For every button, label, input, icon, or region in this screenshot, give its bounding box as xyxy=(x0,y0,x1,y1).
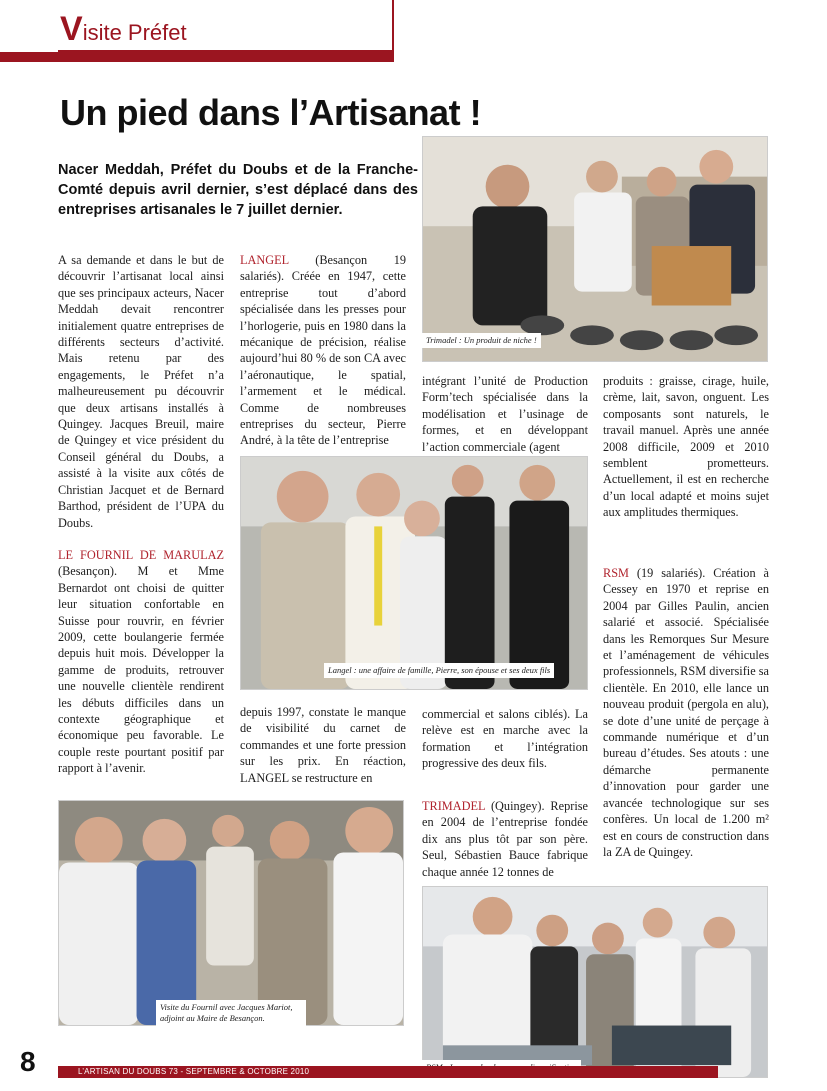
section-label xyxy=(60,12,187,46)
article-title: Un pied dans l’Artisanat ! xyxy=(60,92,482,133)
langel-text: (Besançon 19 salariés). Créée en 1947, cette entreprise tout d’abord spécialisée dans les presses pour l’horlogerie, puis en 1980 dans la mécanique de précision, réalise aujourd’hui 80 % de son CA avec l’aéronautique, le spatial, l’armement et le médical. Comme de nombreuses entreprises du secteur, Pierre André, à la tête de l’entreprise xyxy=(240,253,406,448)
langel-continued: depuis 1997, constate le manque de visibilité du carnet de commandes et une forte pression sur les prix. En réaction, LANGEL se restructure en xyxy=(240,705,406,785)
column-3-bottom xyxy=(422,798,588,880)
langel-continued-3: commercial et salons ciblés). La relève est en marche avec la formation et l’intégration progressive des deux fils. xyxy=(422,707,588,771)
column-3-top xyxy=(422,373,588,455)
rsm-paragraph xyxy=(603,565,769,860)
article-lead: Nacer Meddah, Préfet du Doubs et de la Franche-Comté depuis avril dernier, s’est déplacé dans des entreprises artisanales le 7 juillet dernier. xyxy=(58,162,418,218)
rsm-text: (19 salariés). Création à Cessey en 1970 et reprise en 2004 par Gilles Paulin, ancien salarié et associé. Spécialisée dans les Remorques Sur Mesure et l’aménagement de véhicules professionnels, RSM diversifie sa clientèle. En 2010, elle lance un nouveau produit (pergola en alu), se dote d’une unité de perçage à commande numérique et d’un bureau d’études. Ses atouts : une démarche permanente d’innovation pour garder une avancée technologique sur ses confères. Un local de 1.200 m² est en cours de construction dans la ZA de Quingey. xyxy=(603,566,769,859)
trimadel-name: TRIMADEL xyxy=(422,799,486,813)
section-initial: V xyxy=(60,10,83,48)
column-2-bottom xyxy=(240,704,406,786)
trimadel-caption: Trimadel : Un produit de niche ! xyxy=(422,333,541,348)
intro-paragraph: A sa demande et dans le but de découvrir l’artisanat local ainsi que ses principaux acteurs, Nacer Meddah devait rencontrer initialement quatre entreprises de différents secteurs d’activité. Mais retenu par des engagements, le Préfet n’a malheureusement pu découvrir que deux artisans installés à Quingey. Jacques Breuil, maire de Quingey et vice président du Conseil général du Doubs, a assisté à la visite aux côtés de Christian Jacquet et de Bernard Barthod, président de l’UPA du Doubs. xyxy=(58,253,224,530)
column-4-bottom xyxy=(603,565,769,860)
fournil-paragraph xyxy=(58,547,224,777)
fournil-caption: Visite du Fournil avec Jacques Mariot, adjoint au Maire de Besançon. xyxy=(156,1000,306,1026)
langel-caption: Langel : une affaire de famille, Pierre, son épouse et ses deux fils xyxy=(324,663,554,678)
fournil-name: LE FOURNIL DE MARULAZ xyxy=(58,547,224,562)
trimadel-paragraph xyxy=(422,798,588,880)
section-name: isite Préfet xyxy=(82,20,187,45)
page-number: 8 xyxy=(20,1046,36,1077)
rsm-name: RSM xyxy=(603,566,629,580)
rsm-photo xyxy=(422,886,768,1078)
trimadel-photo xyxy=(422,136,768,362)
langel-photo xyxy=(240,456,588,690)
header-bar-left xyxy=(0,52,58,62)
trimadel-continued: produits : graisse, cirage, huile, crème, lait, savon, onguent. Les composants sont naturels, le travail manuel. Après une année 2008 difficile, 2009 et 2010 semblent prometteurs. Actuellement, il est en recherche d’un local adapté et moins sujet aux amplitudes thermiques. xyxy=(603,374,769,520)
column-1 xyxy=(58,252,224,777)
header-bar xyxy=(58,52,394,62)
column-4-top xyxy=(603,373,769,521)
fournil-photo xyxy=(58,800,404,1026)
langel-paragraph xyxy=(240,252,406,449)
fournil-text: (Besançon). M et Mme Bernardot ont choisi de quitter leur situation confortable en Suisse pour rouvrir, en février 2009, cette boulangerie fermée depuis huit mois. Développer la gamme de produits, retrouver une nouvelle clientèle rendirent les débuts difficiles dans un contexte géographique et économique peu favorable. Le couple reste pourtant positif par rapport à l’avenir. xyxy=(58,564,224,776)
trimadel-text: (Quingey). Reprise en 2004 de l’entreprise fondée dix ans plus tôt par son père. Seul, Sébastien Bauce fabrique chaque année 12 tonnes de xyxy=(422,799,588,879)
footer-text: L’ARTISAN DU DOUBS 73 - SEPTEMBRE & OCTOBRE 2010 xyxy=(78,1067,310,1076)
column-3-mid xyxy=(422,706,588,772)
column-2-top xyxy=(240,252,406,449)
langel-name: LANGEL xyxy=(240,253,289,267)
langel-continued-2: intégrant l’unité de Production Form’tech spécialisée dans la modélisation et l’usinage de formes, et en développant l’action commerciale (agent xyxy=(422,374,588,454)
